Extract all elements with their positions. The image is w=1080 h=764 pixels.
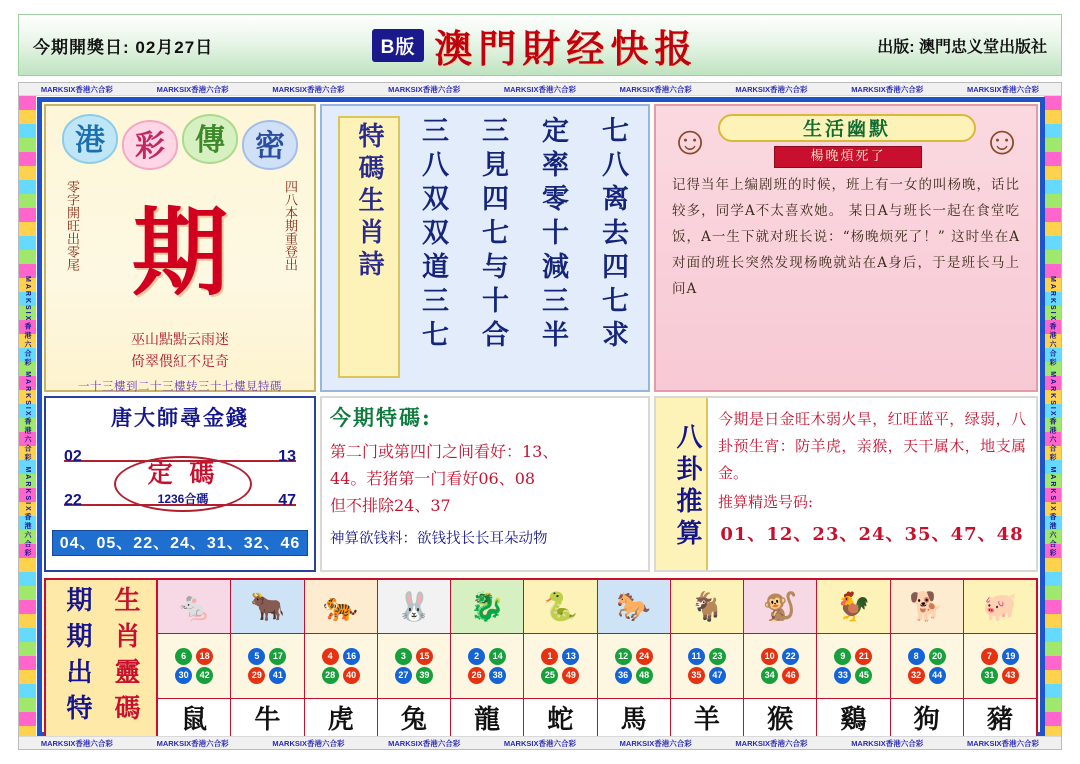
number-ball: 23 bbox=[709, 648, 726, 665]
gangcai-title bbox=[46, 114, 314, 170]
strip-item: MARKSIX香港六合彩 bbox=[156, 738, 229, 748]
panel-gangcai bbox=[44, 104, 316, 392]
panel-bagua bbox=[654, 396, 1038, 572]
number-ball: 6 bbox=[175, 648, 192, 665]
strip-item: MARKSIX香港六合彩 bbox=[619, 738, 692, 748]
number-ball: 11 bbox=[688, 648, 705, 665]
zodiac-name: 狗 bbox=[913, 705, 940, 735]
number-ball: 22 bbox=[782, 648, 799, 665]
dog-numbers bbox=[891, 634, 963, 699]
number-ball: 33 bbox=[834, 667, 851, 684]
rooster-numbers bbox=[817, 634, 889, 699]
tema-title: 今期特碼: bbox=[330, 405, 432, 430]
number-ball: 29 bbox=[248, 667, 265, 684]
tiger-icon: 🐅 bbox=[305, 580, 377, 634]
panel-tang bbox=[44, 396, 316, 572]
panel-humor bbox=[654, 104, 1038, 392]
pig-icon: 🐖 bbox=[964, 580, 1036, 634]
rabbit-icon: 🐰 bbox=[378, 580, 450, 634]
number-ball: 4 bbox=[322, 648, 339, 665]
number-ball: 28 bbox=[322, 667, 339, 684]
zodiac-name: 猴 bbox=[767, 705, 794, 735]
tang-title: 唐大師尋金錢 bbox=[111, 405, 249, 430]
gangcai-footer: 一十三樓到二十三樓转三十七樓見特碼 bbox=[78, 381, 282, 393]
dragon-numbers bbox=[451, 634, 523, 699]
bagua-numbers: 01、12、23、24、35、47、48 bbox=[720, 524, 1024, 545]
tiger-numbers bbox=[305, 634, 377, 699]
strip-item: MARKSIX香港六合彩 bbox=[619, 84, 692, 94]
humor-body: 记得当年上编剧班的时候，班上有一女的叫杨晚，话比较多，同学A不太喜欢她。 某日A与班长一起在食堂吃饭，A一生下就对班长说：“杨晚烦死了！” 这时坐在A对面的班长突然发现杨晚就站在A身后，于是班长马上问A bbox=[672, 177, 1020, 297]
strip-item: MARKSIX香港六合彩 bbox=[735, 84, 808, 94]
snake-numbers bbox=[524, 634, 596, 699]
tang-center-ellipse bbox=[114, 456, 252, 512]
draw-date-label: 今期開獎日: 02月27日 bbox=[33, 37, 214, 57]
number-ball: 41 bbox=[269, 667, 286, 684]
verse-column-2: 定率零十減三半 bbox=[537, 116, 568, 354]
panel-tema bbox=[320, 396, 650, 572]
number-ball: 48 bbox=[636, 667, 653, 684]
bagua-vertical-title: 八卦推算 bbox=[656, 398, 708, 570]
humor-subtitle: 楊晚煩死了 bbox=[774, 146, 922, 168]
humor-header bbox=[656, 106, 1036, 164]
number-ball: 9 bbox=[834, 648, 851, 665]
zodiac-name: 馬 bbox=[620, 705, 647, 735]
number-ball: 27 bbox=[395, 667, 412, 684]
number-ball: 25 bbox=[541, 667, 558, 684]
tema-line-3: 但不排除24、37 bbox=[330, 496, 451, 515]
ox-numbers bbox=[231, 634, 303, 699]
strip-item: MARKSIX香港六合彩 bbox=[388, 84, 461, 94]
rooster-icon: 🐓 bbox=[817, 580, 889, 634]
bagua-text: 今期是日金旺木弱火旱，红旺蓝平，绿弱，八卦预生宵：防羊虎，亲猴，天干属木，地支属金。 bbox=[718, 410, 1026, 482]
horse-numbers bbox=[598, 634, 670, 699]
horse-icon: 🐎 bbox=[598, 580, 670, 634]
blue-border bbox=[37, 97, 1045, 737]
title-bubble-1: 港 bbox=[62, 114, 118, 164]
tang-numbers: 04、05、22、24、31、32、46 bbox=[52, 530, 308, 556]
goat-icon: 🐐 bbox=[671, 580, 743, 634]
gangcai-poem-line-2: 倚翠偎紅不足奇 bbox=[131, 354, 229, 370]
right-side-strip: MARKSIX香港六合彩 MARKSIX香港六合彩 MARKSIX香港六合彩 bbox=[1044, 96, 1061, 738]
bottom-marksix-strip bbox=[19, 736, 1061, 749]
strip-item: MARKSIX香港六合彩 bbox=[503, 738, 576, 748]
number-ball: 2 bbox=[468, 648, 485, 665]
content-frame bbox=[18, 82, 1062, 750]
zodiac-name: 豬 bbox=[986, 705, 1013, 735]
strip-item: MARKSIX香港六合彩 bbox=[735, 738, 808, 748]
strip-item: MARKSIX香港六合彩 bbox=[966, 738, 1040, 748]
zodiac-cell-rooster[interactable] bbox=[817, 580, 890, 736]
strip-item: MARKSIX香港六合彩 bbox=[272, 84, 345, 94]
number-ball: 34 bbox=[761, 667, 778, 684]
edition-badge: B版 bbox=[372, 29, 425, 62]
tang-grid bbox=[46, 434, 314, 530]
verse-highlight: 特碼生肖詩 bbox=[338, 116, 400, 378]
strip-item: MARKSIX香港六合彩 bbox=[388, 738, 461, 748]
pig-numbers bbox=[964, 634, 1036, 699]
zodiac-table-header bbox=[46, 580, 158, 736]
bagua-content bbox=[708, 398, 1036, 570]
number-ball: 47 bbox=[709, 667, 726, 684]
bagua-label: 推算精选号码: bbox=[718, 493, 814, 511]
zodiac-name: 兔 bbox=[400, 705, 427, 735]
gangcai-big-character: 期 bbox=[132, 196, 228, 309]
number-ball: 8 bbox=[908, 648, 925, 665]
gangcai-poem-line-1: 巫山點點云雨迷 bbox=[131, 332, 229, 348]
zodiac-name: 蛇 bbox=[547, 705, 574, 735]
monkey-numbers bbox=[744, 634, 816, 699]
number-ball: 13 bbox=[562, 648, 579, 665]
number-ball: 3 bbox=[395, 648, 412, 665]
number-ball: 14 bbox=[489, 648, 506, 665]
doll-left-icon: ☺ bbox=[669, 119, 711, 163]
zodiac-name: 鼠 bbox=[181, 705, 208, 735]
page-title: 澳門財经快报 bbox=[434, 25, 699, 71]
zodiac-cell-dragon[interactable] bbox=[451, 580, 524, 736]
middle-row bbox=[42, 396, 1040, 574]
zodiac-table bbox=[44, 578, 1038, 738]
page-header bbox=[18, 14, 1062, 76]
top-row bbox=[42, 102, 1040, 394]
zodiac-cell-dog[interactable] bbox=[891, 580, 964, 736]
number-ball: 26 bbox=[468, 667, 485, 684]
zodiac-header-col-2: 期期出特 bbox=[62, 586, 92, 730]
number-ball: 43 bbox=[1002, 667, 1019, 684]
zodiac-cell-rabbit[interactable] bbox=[378, 580, 451, 736]
strip-item: MARKSIX香港六合彩 bbox=[40, 84, 113, 94]
zodiac-name: 鷄 bbox=[840, 705, 867, 735]
verse-column-3: 三見四七与十合 bbox=[477, 116, 508, 354]
top-marksix-strip bbox=[19, 83, 1061, 96]
strip-item: MARKSIX香港六合彩 bbox=[503, 84, 576, 94]
strip-item: MARKSIX香港六合彩 bbox=[40, 738, 113, 748]
zodiac-cell-ox[interactable] bbox=[231, 580, 304, 736]
number-ball: 45 bbox=[855, 667, 872, 684]
title-block bbox=[289, 18, 781, 73]
tang-num-top-right: 13 bbox=[278, 448, 296, 465]
rat-numbers bbox=[158, 634, 230, 699]
strip-item: MARKSIX香港六合彩 bbox=[272, 738, 345, 748]
number-ball: 38 bbox=[489, 667, 506, 684]
number-ball: 18 bbox=[196, 648, 213, 665]
number-ball: 49 bbox=[562, 667, 579, 684]
number-ball: 42 bbox=[196, 667, 213, 684]
zodiac-name: 龍 bbox=[474, 705, 501, 735]
zodiac-name: 虎 bbox=[327, 705, 354, 735]
number-ball: 20 bbox=[929, 648, 946, 665]
number-ball: 31 bbox=[981, 667, 998, 684]
publisher-label: 出版: 澳門忠义堂出版社 bbox=[877, 38, 1047, 56]
strip-item: MARKSIX香港六合彩 bbox=[851, 84, 924, 94]
number-ball: 46 bbox=[782, 667, 799, 684]
zodiac-cell-pig[interactable] bbox=[964, 580, 1036, 736]
tang-num-bottom-right: 47 bbox=[278, 492, 296, 509]
title-bubble-4: 密 bbox=[242, 120, 298, 170]
zodiac-header-col-1: 生肖靈碼 bbox=[110, 586, 140, 730]
zodiac-cell-monkey[interactable] bbox=[744, 580, 817, 736]
number-ball: 30 bbox=[175, 667, 192, 684]
gangcai-side-left: 零字開旺出零尾 bbox=[64, 180, 79, 271]
number-ball: 19 bbox=[1002, 648, 1019, 665]
number-ball: 12 bbox=[615, 648, 632, 665]
title-bubble-3: 傳 bbox=[182, 114, 238, 164]
zodiac-cell-goat[interactable] bbox=[671, 580, 744, 736]
zodiac-cell-tiger[interactable] bbox=[305, 580, 378, 736]
ox-icon: 🐂 bbox=[231, 580, 303, 634]
dog-icon: 🐕 bbox=[891, 580, 963, 634]
goat-numbers bbox=[671, 634, 743, 699]
number-ball: 21 bbox=[855, 648, 872, 665]
number-ball: 1 bbox=[541, 648, 558, 665]
number-ball: 16 bbox=[343, 648, 360, 665]
content-board bbox=[42, 102, 1040, 735]
panel-verse bbox=[320, 104, 650, 392]
title-bubble-2: 彩 bbox=[122, 120, 178, 170]
strip-item: MARKSIX香港六合彩 bbox=[966, 84, 1040, 94]
number-ball: 5 bbox=[248, 648, 265, 665]
verse-column-4: 三八双双道三七 bbox=[417, 116, 448, 354]
tema-line-2: 44。若猪第一门看好06、08 bbox=[330, 469, 536, 488]
zodiac-cell-horse[interactable] bbox=[598, 580, 671, 736]
zodiac-grid bbox=[158, 580, 1036, 736]
number-ball: 39 bbox=[416, 667, 433, 684]
dragon-icon: 🐉 bbox=[451, 580, 523, 634]
tema-footer: 神算欲钱料：欲钱找长长耳朵动物 bbox=[330, 531, 548, 547]
number-ball: 40 bbox=[343, 667, 360, 684]
number-ball: 7 bbox=[981, 648, 998, 665]
number-ball: 44 bbox=[929, 667, 946, 684]
tang-center-label: 定 碼 bbox=[147, 459, 219, 488]
rat-icon: 🐁 bbox=[158, 580, 230, 634]
number-ball: 24 bbox=[636, 648, 653, 665]
number-ball: 15 bbox=[416, 648, 433, 665]
snake-icon: 🐍 bbox=[524, 580, 596, 634]
tang-num-top-left: 02 bbox=[64, 448, 82, 465]
zodiac-name: 羊 bbox=[693, 705, 720, 735]
number-ball: 17 bbox=[269, 648, 286, 665]
strip-item: MARKSIX香港六合彩 bbox=[156, 84, 229, 94]
number-ball: 35 bbox=[688, 667, 705, 684]
rabbit-numbers bbox=[378, 634, 450, 699]
tema-line-1: 第二门或第四门之间看好：13、 bbox=[330, 442, 559, 461]
monkey-icon: 🐒 bbox=[744, 580, 816, 634]
gangcai-side-right: 四八本期重登出 bbox=[282, 180, 297, 271]
strip-item: MARKSIX香港六合彩 bbox=[851, 738, 924, 748]
number-ball: 10 bbox=[761, 648, 778, 665]
left-side-strip: MARKSIX香港六合彩 MARKSIX香港六合彩 MARKSIX香港六合彩 bbox=[19, 96, 36, 738]
tang-center-code: 1236合碼 bbox=[157, 492, 209, 506]
number-ball: 32 bbox=[908, 667, 925, 684]
zodiac-name: 牛 bbox=[254, 705, 281, 735]
verse-column-1: 七八离去四七求 bbox=[597, 116, 628, 354]
number-ball: 36 bbox=[615, 667, 632, 684]
doll-right-icon: ☺ bbox=[981, 119, 1023, 163]
humor-banner: 生活幽默 bbox=[718, 114, 976, 142]
tang-num-bottom-left: 22 bbox=[64, 492, 82, 509]
zodiac-cell-snake[interactable] bbox=[524, 580, 597, 736]
zodiac-cell-rat[interactable] bbox=[158, 580, 231, 736]
